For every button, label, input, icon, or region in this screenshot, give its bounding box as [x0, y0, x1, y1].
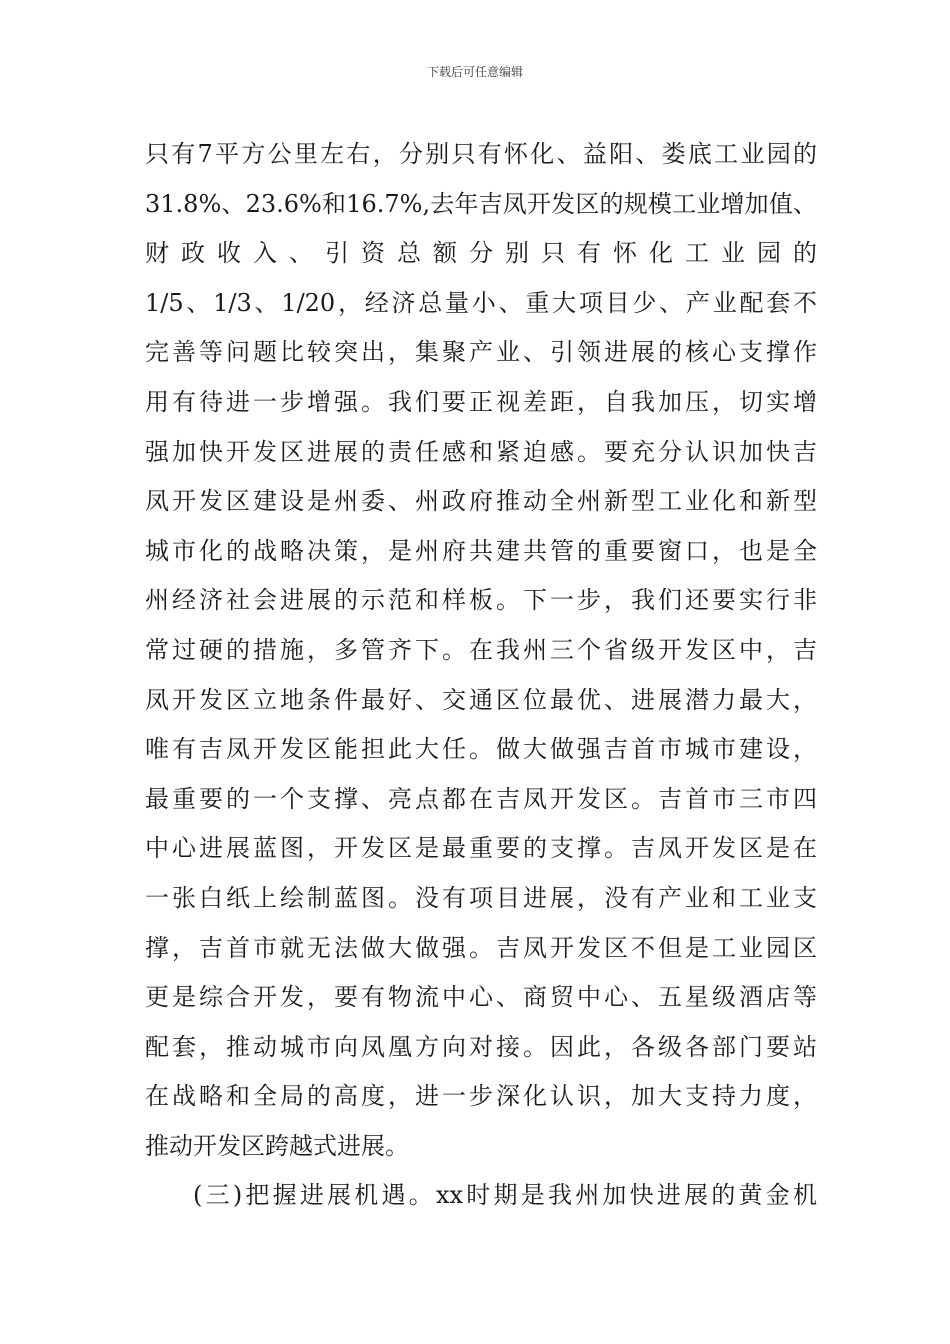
body-text	[145, 130, 817, 1221]
text-line: 31.8%、23.6%和16.7%,去年吉凤开发区的规模工业增加值、	[145, 189, 817, 218]
text-line: 一张白纸上绘制蓝图。没有项目进展，没有产业和工业支	[145, 883, 817, 912]
text-line: 常过硬的措施，多管齐下。在我州三个省级开发区中，吉	[145, 635, 817, 664]
text-line: 财政收入、引资总额分别只有怀化工业园的	[145, 239, 817, 268]
text-line: 只有7平方公里左右，分别只有怀化、益阳、娄底工业园的	[145, 140, 817, 168]
text-line: 最重要的一个支撑、亮点都在吉凤开发区。吉首市三市四	[145, 784, 817, 813]
section-heading-line: (三)把握进展机遇。xx时期是我州加快进展的黄金机	[193, 1181, 817, 1210]
text-line: 中心进展蓝图，开发区是最重要的支撑。吉凤开发区是在	[145, 834, 817, 863]
text-line: 撑，吉首市就无法做大做强。吉凤开发区不但是工业园区	[145, 933, 817, 962]
text-line: 1/5、1/3、1/20，经济总量小、重大项目少、产业配套不	[145, 288, 817, 317]
text-line: 用有待进一步增强。我们要正视差距，自我加压，切实增	[145, 387, 817, 416]
text-line: 完善等问题比较突出，集聚产业、引领进展的核心支撑作	[145, 338, 817, 367]
text-line: 推动开发区跨越式进展。	[145, 1131, 409, 1160]
page-header-note: 下载后可任意编辑	[426, 65, 523, 79]
text-line: 唯有吉凤开发区能担此大任。做大做强吉首市城市建设，	[145, 735, 817, 764]
text-line: 凤开发区建设是州委、州政府推动全州新型工业化和新型	[145, 487, 817, 516]
text-line: 城市化的战略决策，是州府共建共管的重要窗口，也是全	[145, 536, 817, 565]
text-line: 在战略和全局的高度，进一步深化认识，加大支持力度，	[145, 1082, 817, 1111]
text-line: 强加快开发区进展的责任感和紧迫感。要充分认识加快吉	[145, 437, 817, 466]
text-line: 凤开发区立地条件最好、交通区位最优、进展潜力最大，	[145, 685, 817, 714]
text-line: 州经济社会进展的示范和样板。下一步，我们还要实行非	[145, 586, 817, 615]
text-line: 配套，推动城市向凤凰方向对接。因此，各级各部门要站	[145, 1032, 817, 1061]
text-line: 更是综合开发，要有物流中心、商贸中心、五星级酒店等	[145, 983, 817, 1012]
